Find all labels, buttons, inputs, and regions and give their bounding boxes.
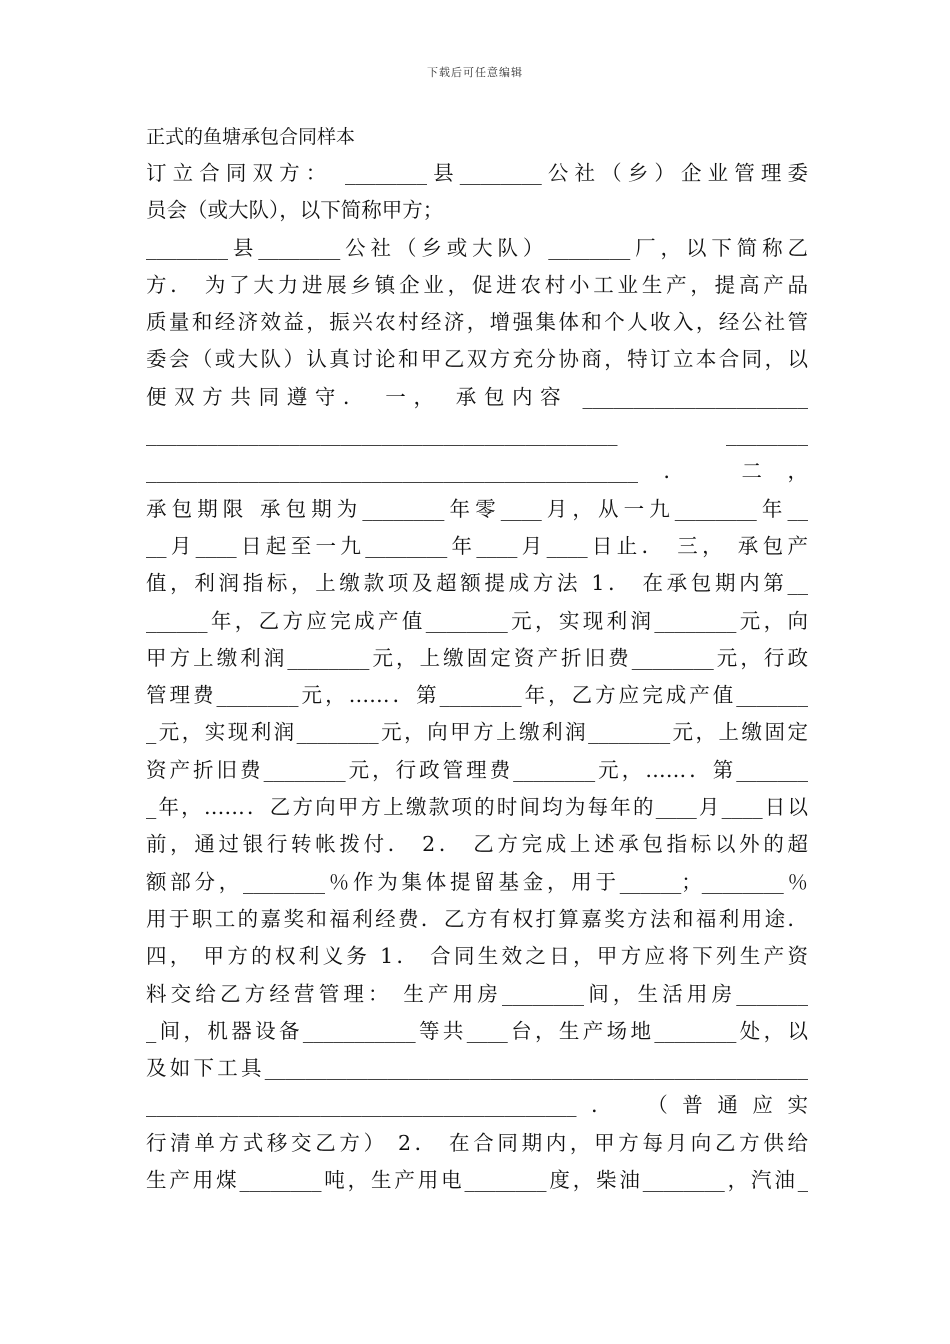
body-line: 委会（或大队）认真讨论和甲乙双方充分协商，特订立本合同，以 (146, 347, 808, 372)
body-line: ________________________________________________． 二， (146, 459, 808, 484)
body-line: _年，……．乙方向甲方上缴款项的时间均为每年的____月____日以 (146, 795, 808, 820)
body-line: 质量和经济效益，振兴农村经济，增强集体和个人收入，经公社管 (146, 310, 808, 335)
body-line: 用于职工的嘉奖和福利经费．乙方有权打算嘉奖方法和福利用途． (146, 906, 808, 931)
body-line: 值，利润指标，上缴款项及超额提成方法 1． 在承包期内第__ (146, 571, 808, 596)
body-line: ______________________________________________ ________ (146, 422, 808, 447)
document-title: 正式的鱼塘承包合同样本 (146, 126, 356, 148)
body-line: ________县________公社（乡或大队）________厂，以下简称乙 (146, 235, 808, 260)
body-line: 便双方共同遵守． 一， 承包内容 ______________________ (146, 384, 808, 409)
page-header-note: 下载后可任意编辑 (427, 66, 523, 79)
body-line: ______年，乙方应完成产值________元，实现利润________元，向 (146, 608, 808, 633)
body-line: _元，实现利润________元，向甲方上缴利润________元，上缴固定 (146, 720, 808, 745)
body-line: 承包期限 承包期为________年零____月，从一九________年__ (146, 496, 808, 521)
body-line: 资产折旧费________元，行政管理费________元，……．第_______ (146, 757, 808, 782)
body-line: 甲方上缴利润________元，上缴固定资产折旧费________元，行政 (146, 645, 808, 670)
document-body (146, 155, 808, 1199)
body-line: 料交给乙方经营管理： 生产用房________间，生活用房_______ (146, 981, 808, 1006)
body-line: 管理费________元，……．第________年，乙方应完成产值_______ (146, 683, 808, 708)
body-line: __月____日起至一九________年____月____日止． 三， 承包产 (146, 533, 808, 558)
body-line: 订立合同双方： ________县________公社（乡）企业管理委 (146, 161, 808, 185)
body-line: __________________________________________． （普通应实 (146, 1093, 808, 1118)
body-line: 生产用煤________吨，生产用电________度，柴油________，汽油_ (146, 1168, 808, 1193)
body-line: 方． 为了大力进展乡镇企业，促进农村小工业生产，提高产品 (146, 272, 808, 297)
body-line: 及如下工具_____________________________________________________ (146, 1056, 808, 1081)
body-line: 行清单方式移交乙方） 2． 在合同期内，甲方每月向乙方供给 (146, 1130, 808, 1155)
body-line: _间，机器设备___________等共____台，生产场地________处，以 (146, 1018, 808, 1043)
body-line: 员会（或大队），以下简称甲方； (146, 198, 444, 223)
body-line: 四， 甲方的权利义务 1． 合同生效之日，甲方应将下列生产资 (146, 944, 808, 969)
body-line: 额部分，________％作为集体提留基金，用于______；________％ (146, 869, 808, 894)
body-line: 前，通过银行转帐拨付． 2． 乙方完成上述承包指标以外的超 (146, 832, 808, 857)
